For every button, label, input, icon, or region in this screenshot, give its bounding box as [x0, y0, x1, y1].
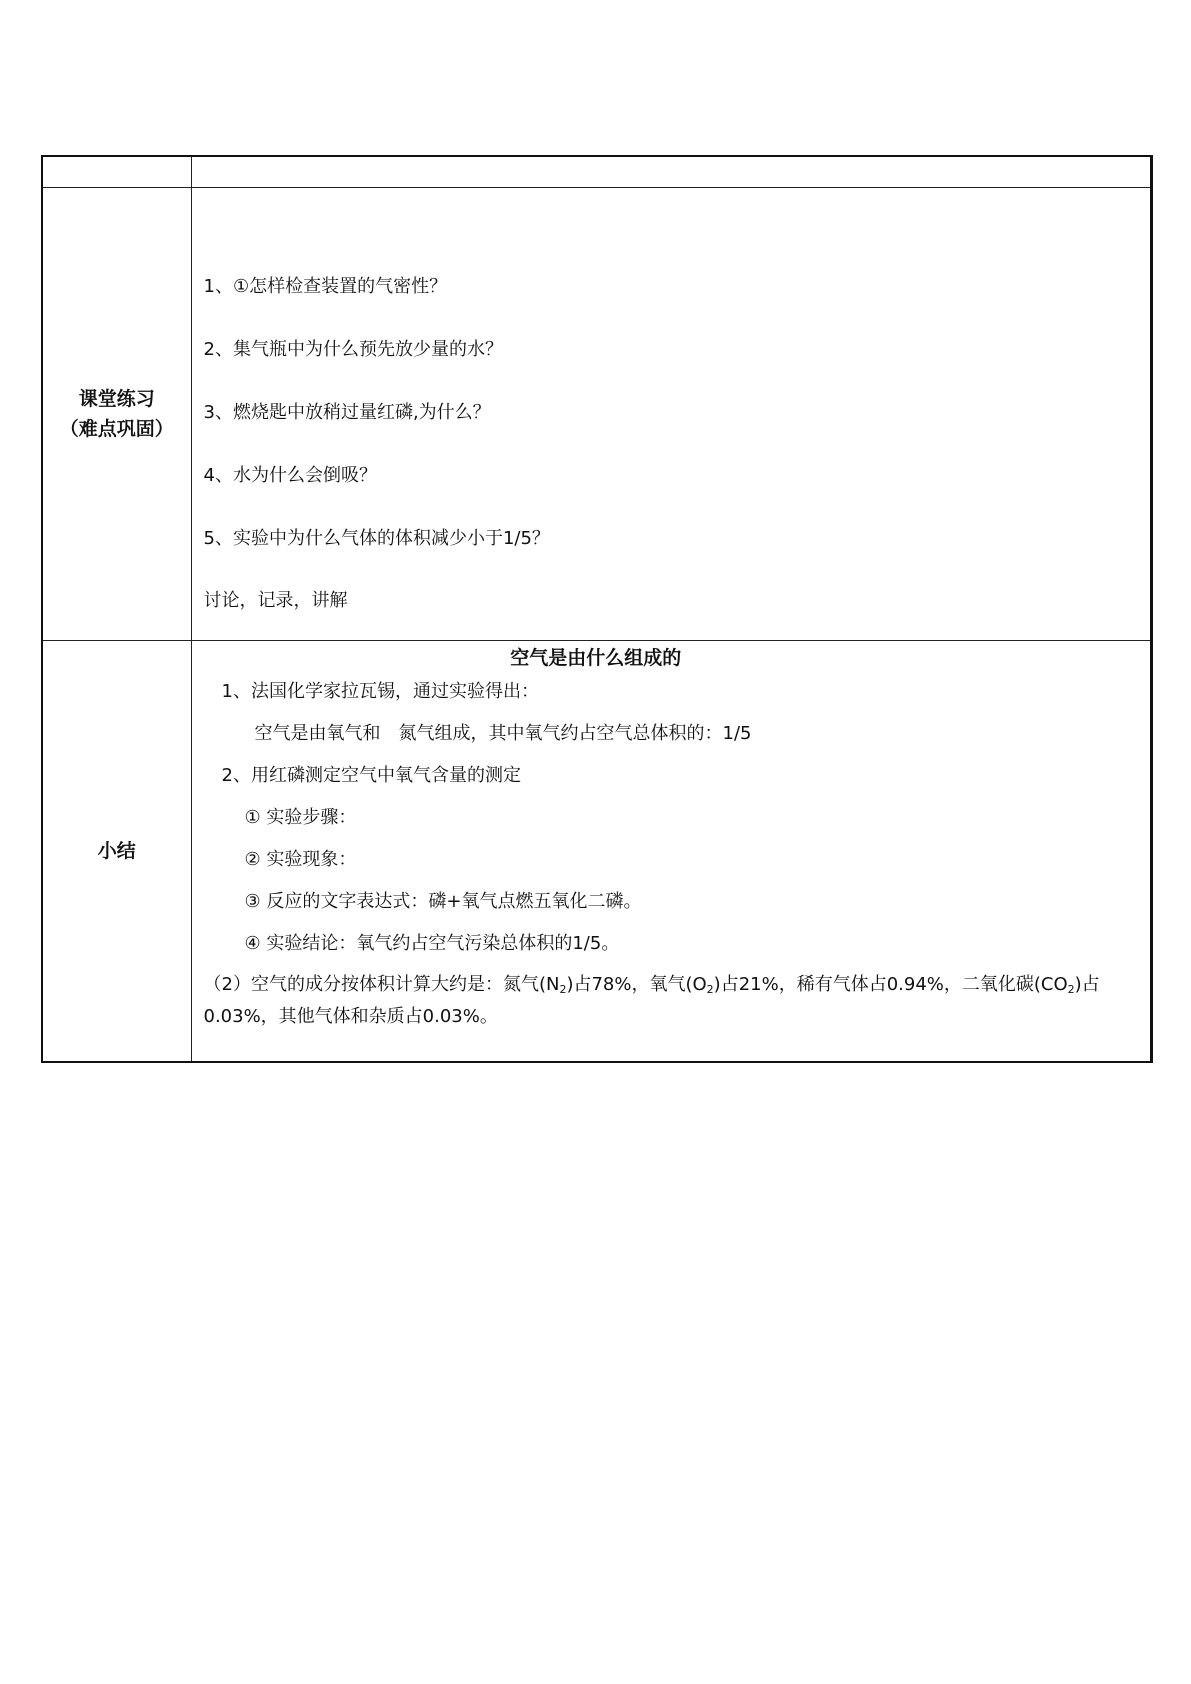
composition-text: )占0.03%，其他气体和杂质占0.03%。 — [203, 974, 1100, 1027]
question-item: 1、①怎样检查装置的气密性？ — [203, 276, 448, 297]
practice-note: 讨论，记录，讲解 — [203, 590, 348, 611]
lesson-table — [41, 155, 1153, 1063]
summary-body — [192, 641, 1151, 1033]
header-cell-left — [42, 156, 191, 188]
practice-content-cell — [191, 188, 1152, 641]
summary-label-cell — [42, 641, 191, 1063]
summary-step: ② 实验现象： — [244, 849, 357, 870]
summary-line: 1、法国化学家拉瓦锡，通过实验得出： — [221, 681, 539, 702]
summary-step: ③ 反应的文字表达式：磷+氧气点燃五氧化二磷。 — [244, 891, 642, 912]
question-list — [192, 188, 1151, 552]
summary-label: 小结 — [97, 840, 136, 862]
composition-text: )占21%，稀有气体占0.94%，二氧化碳(CO — [713, 974, 1068, 995]
question-item: 5、实验中为什么气体的体积减少小于1/5？ — [203, 528, 550, 549]
question-item: 2、集气瓶中为什么预先放少量的水？ — [203, 339, 503, 360]
composition-text: （2）空气的成分按体积计算大约是：氮气(N — [203, 974, 560, 995]
subscript: 2 — [559, 983, 567, 996]
table-row-practice — [42, 188, 1152, 641]
summary-line: 2、用红磷测定空气中氧气含量的测定 — [221, 765, 521, 786]
composition-paragraph — [204, 969, 1139, 1033]
subscript: 2 — [1067, 983, 1075, 996]
summary-title: 空气是由什么组成的 — [510, 647, 682, 669]
summary-step: ① 实验步骤： — [244, 807, 357, 828]
practice-sublabel: （难点巩固） — [59, 418, 174, 440]
summary-line: 空气是由氧气和 氮气组成，其中氧气约占空气总体积的：1/5 — [254, 723, 752, 744]
summary-step: ④ 实验结论：氧气约占空气污染总体积的1/5。 — [244, 933, 620, 954]
summary-content-cell — [191, 641, 1152, 1063]
table-row-summary — [42, 641, 1152, 1063]
question-item: 3、燃烧匙中放稍过量红磷,为什么？ — [203, 402, 491, 423]
table-row-header — [42, 156, 1152, 188]
composition-text: )占78%，氧气(O — [566, 974, 707, 995]
practice-label-cell — [42, 188, 191, 641]
header-cell-right — [191, 156, 1152, 188]
practice-label: 课堂练习 — [78, 388, 155, 410]
subscript: 2 — [706, 983, 714, 996]
question-item: 4、水为什么会倒吸？ — [203, 465, 377, 486]
